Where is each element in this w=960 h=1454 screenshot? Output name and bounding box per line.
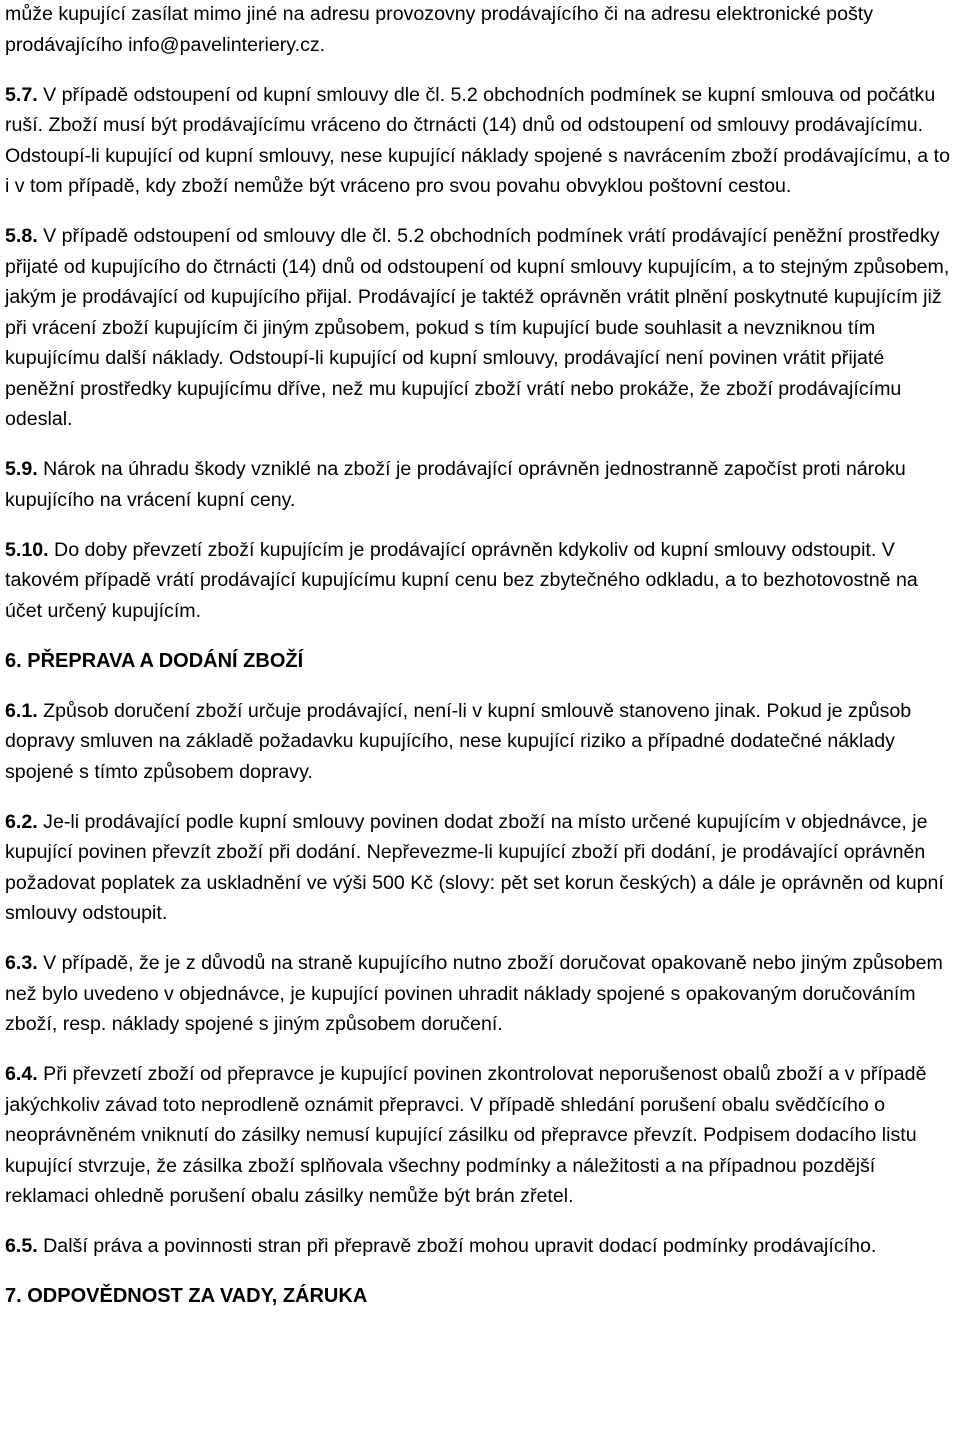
section-number: 6.5. — [5, 1235, 38, 1257]
section-text: V případě, že je z důvodů na straně kupujícího nutno zboží doručovat opakovaně nebo jiným způsobem než bylo uvedeno v objednávce, je kupující povinen uhradit náklady spojené s opakovaným doručováním zboží, resp. náklady spojené s jiným způsobem doručení. — [5, 952, 943, 1035]
section-6-4 — [5, 1059, 950, 1212]
spacer — [5, 515, 950, 535]
section-text: Způsob doručení zboží určuje prodávající, není-li v kupní smlouvě stanoveno jinak. Pokud je způsob dopravy smluven na základě požadavku kupujícího, nese kupující riziko a případné dodatečné náklady spojené s tímto způsobem dopravy. — [5, 699, 912, 783]
section-number: 6.2. — [5, 810, 38, 833]
section-number: 5.8. — [5, 225, 38, 247]
section-number: 5.7. — [5, 83, 38, 106]
spacer — [5, 929, 950, 949]
section-number: 6.1. — [5, 699, 38, 722]
heading-section-7: 7. ODPOVĚDNOST ZA VADY, ZÁRUKA — [5, 1285, 368, 1307]
spacer — [5, 202, 950, 222]
section-5-10 — [5, 535, 950, 627]
spacer — [5, 626, 950, 646]
spacer — [5, 60, 950, 80]
spacer — [5, 435, 950, 455]
section-text: Je-li prodávající podle kupní smlouvy povinen dodat zboží na místo určené kupujícím v objednávce, je kupující povinen převzít zboží při dodání. Nepřevezme-li kupující zboží při dodání, je prodávající oprávněn požadovat poplatek za uskladnění ve výši 500 Kč (slovy: pět set korun českých) a dále je oprávněn od kupní smlouvy odstoupit. — [5, 810, 944, 924]
section-number: 6.3. — [5, 952, 38, 974]
section-text: Při převzetí zboží od přepravce je kupující povinen zkontrolovat neporušenost obalů zboží a v případě jakýchkoliv závad toto neprodleně oznámit přepravci. V případě shledání porušení obalu svědčícího o neoprávněném vniknutí do zásilky nemusí kupující zásilku od přepravce převzít. Podpisem dodacího listu kupující stvrzuje, že zásilka zboží splňovala všechny podmínky a náležitosti a na případnou pozdější reklamaci ohledně porušení obalu zásilky nemůže být brán zřetel. — [5, 1063, 927, 1207]
section-6-3 — [5, 948, 950, 1040]
section-5-8 — [5, 221, 950, 435]
section-5-7 — [5, 80, 950, 202]
section-number: 5.10. — [5, 538, 49, 561]
section-6-1 — [5, 696, 950, 788]
spacer — [5, 787, 950, 807]
spacer — [5, 676, 950, 696]
spacer — [5, 1040, 950, 1060]
section-number: 6.4. — [5, 1063, 38, 1085]
section-6-5 — [5, 1231, 950, 1262]
heading-section-6: 6. PŘEPRAVA A DODÁNÍ ZBOŽÍ — [5, 649, 304, 672]
section-number: 5.9. — [5, 458, 38, 480]
section-text: V případě odstoupení od smlouvy dle čl. 5.2 obchodních podmínek vrátí prodávající peněžní prostředky přijaté od kupujícího do čtrnácti (14) dnů od odstoupení od kupní smlouvy kupujícím, a to stejným způsobem, jakým je prodávající od kupujícího přijal. Prodávající je taktéž oprávněn vrátit plnění poskytnuté kupujícím již při vrácení zboží kupujícím či jiným způsobem, pokud s tím kupující bude souhlasit a nevzniknou tím kupujícímu další náklady. Odstoupí-li kupující od kupní smlouvy, prodávající není povinen vrátit přijaté peněžní prostředky kupujícímu dříve, než mu kupující zboží vrátí nebo prokáže, že zboží prodávajícímu odeslal. — [5, 225, 950, 430]
section-5-9 — [5, 454, 950, 515]
section-6-2 — [5, 807, 950, 929]
intro-paragraph: může kupující zasílat mimo jiné na adresu provozovny prodávajícího či na adresu elektronické pošty prodávajícího info@pavelinteriery.cz. — [5, 3, 874, 56]
section-text: V případě odstoupení od kupní smlouvy dle čl. 5.2 obchodních podmínek se kupní smlouva od počátku ruší. Zboží musí být prodávajícímu vráceno do čtrnácti (14) dnů od odstoupení od smlouvy prodávajícímu. Odstoupí-li kupující od kupní smlouvy, nese kupující náklady spojené s navrácením zboží prodávajícímu, a to i v tom případě, kdy zboží nemůže být vráceno pro svou povahu obvyklou poštovní cestou. — [5, 83, 950, 197]
spacer — [5, 1212, 950, 1232]
spacer — [5, 1262, 950, 1282]
section-text: Další práva a povinnosti stran při přepravě zboží mohou upravit dodací podmínky prodávajícího. — [43, 1235, 877, 1257]
section-text: Nárok na úhradu škody vzniklé na zboží je prodávající oprávněn jednostranně započíst proti nároku kupujícího na vrácení kupní ceny. — [5, 458, 906, 511]
section-text: Do doby převzetí zboží kupujícím je prodávající oprávněn kdykoliv od kupní smlouvy odstoupit. V takovém případě vrátí prodávající kupujícímu kupní cenu bez zbytečného odkladu, a to bezhotovostně na účet určený kupujícím. — [5, 538, 918, 622]
